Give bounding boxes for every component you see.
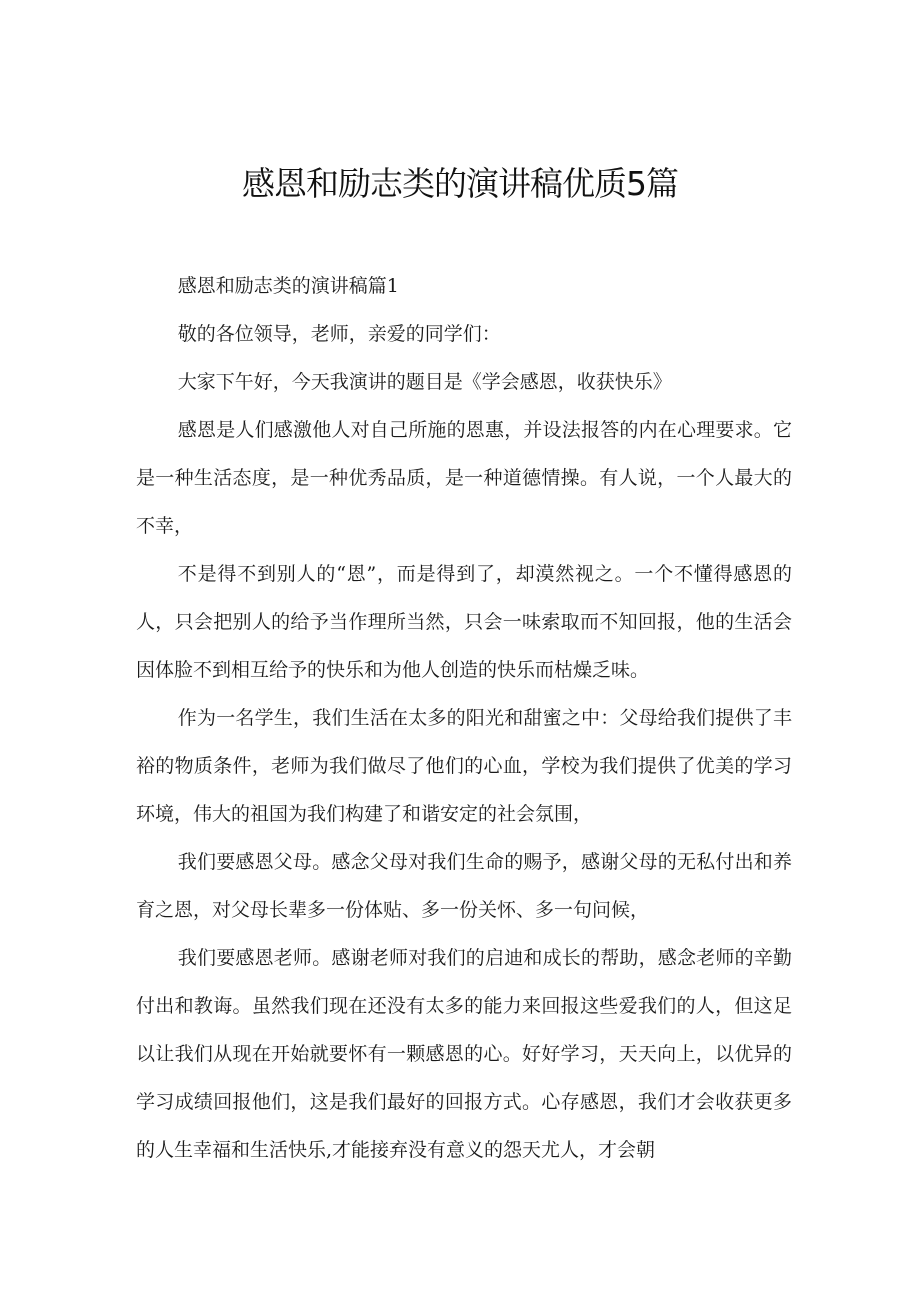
body-paragraph: 我们要感恩老师。感谢老师对我们的启迪和成长的帮助，感念老师的辛勤付出和教诲。虽然我们现在还没有太多的能力来回报这些爱我们的人，但这足以让我们从现在开始就要怀有一颗感恩的心。好好学习，天天向上，以优异的学习成绩回报他们，这是我们最好的回报方式。心存感恩，我们才会收获更多的人生幸福和生活快乐,才能接弃没有意义的怨天尤人，才会朝	[136, 947, 792, 1161]
salutation-paragraph: 敬的各位领导，老师，亲爱的同学们：	[177, 323, 501, 345]
body-paragraph: 作为一名学生，我们生活在太多的阳光和甜蜜之中：父母给我们提供了丰裕的物质条件，老师为我们做尽了他们的心血，学校为我们提供了优美的学习环境，伟大的祖国为我们构建了和谐安定的社会氛围，	[136, 707, 792, 825]
body-paragraph: 我们要感恩父母。感念父母对我们生命的赐予，感谢父母的无私付出和养育之恩，对父母长辈多一份体贴、多一份关怀、多一句问候，	[136, 851, 792, 921]
greeting-paragraph: 大家下午好，今天我演讲的题目是《学会感恩，收获快乐》	[177, 371, 672, 393]
document-body	[136, 262, 792, 1174]
body-paragraph: 感恩是人们感激他人对自己所施的恩惠，并设法报答的内在心理要求。它是一种生活态度，是一种优秀品质，是一种道德情操。有人说，一个人最大的不幸，	[136, 419, 792, 537]
document-title: 感恩和励志类的演讲稿优质5篇	[242, 164, 678, 203]
body-paragraph: 不是得不到别人的“恩”，而是得到了，却漠然视之。一个不懂得感恩的人，只会把别人的给予当作理所当然，只会一味索取而不知回报，他的生活会因体脸不到相互给予的快乐和为他人创造的快乐而枯燥乏味。	[136, 563, 792, 681]
section-heading: 感恩和励志类的演讲稿篇1	[177, 275, 399, 297]
